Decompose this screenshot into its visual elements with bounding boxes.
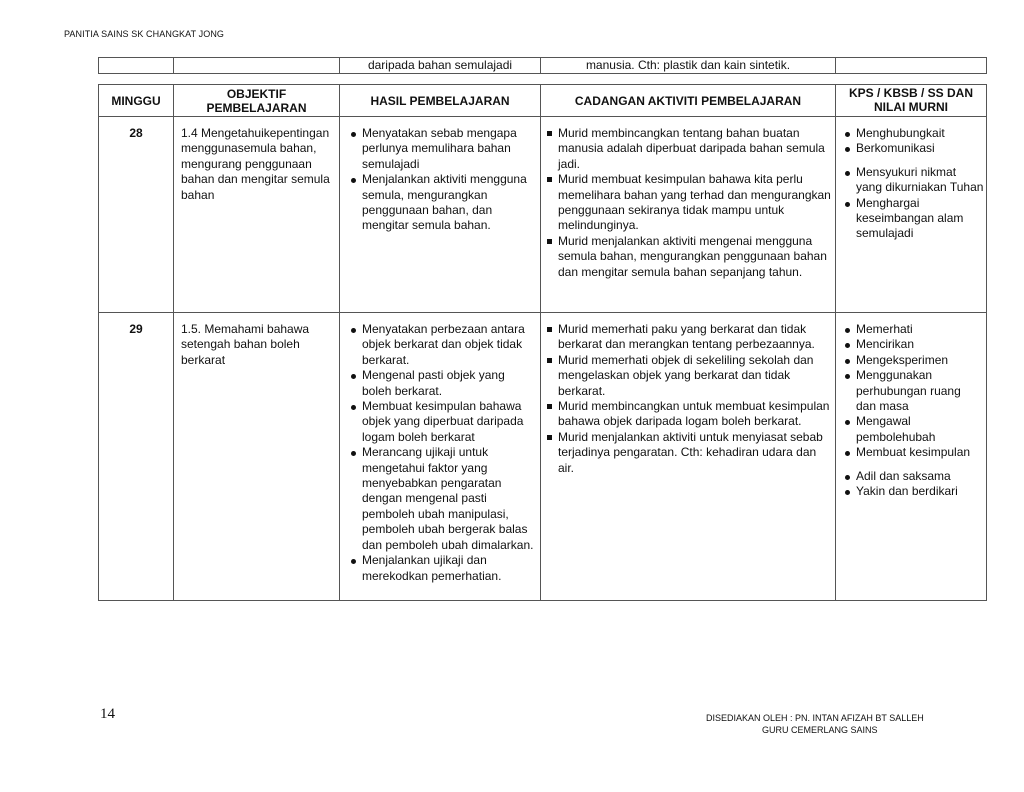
list-item: Murid membincangkan tentang bahan buatan manusia adalah diperbuat daripada bahan semula jadi.	[544, 126, 831, 172]
list-item: Adil dan saksama	[842, 469, 984, 484]
list-item: Menjalankan aktiviti mengguna semula, mengurangkan penggunaan bahan, dan mengitar semula bahan.	[348, 172, 536, 234]
list-item: Menghargai keseimbangan alam semulajadi	[842, 196, 984, 242]
suggested-activities	[541, 117, 836, 313]
learning-objective: 1.5. Memahami bahawa setengah bahan boleh berkarat	[174, 313, 340, 601]
table-row	[99, 313, 987, 601]
list-item: Menggunakan perhubungan ruang dan masa	[842, 368, 984, 414]
continuation-objektif-cell	[174, 58, 340, 74]
suggested-activities	[541, 313, 836, 601]
list-item: Mengeksperimen	[842, 353, 984, 368]
list-item: Membuat kesimpulan	[842, 445, 984, 460]
week-number: 29	[99, 313, 174, 601]
prepared-by: DISEDIAKAN OLEH : PN. INTAN AFIZAH BT SALLEH	[706, 713, 924, 723]
learning-outcomes	[340, 117, 541, 313]
list-item: Murid memerhati paku yang berkarat dan tidak berkarat dan merangkan tentang perbezaannya.	[544, 322, 831, 353]
list-item: Murid membincangkan untuk membuat kesimpulan bahawa objek daripada logam boleh berkarat.	[544, 399, 831, 430]
continuation-row	[99, 58, 987, 74]
table-header-row	[99, 85, 987, 117]
column-header-objektif: OBJEKTIF PEMBELAJARAN	[174, 85, 340, 117]
continuation-table	[98, 57, 987, 74]
list-item: Menghubungkait	[842, 126, 984, 141]
footer	[680, 712, 960, 736]
list-item: Mensyukuri nikmat yang dikurniakan Tuhan	[842, 165, 984, 196]
page-number: 14	[100, 706, 115, 722]
list-item: Murid menjalankan aktiviti mengenai mengguna semula bahan, mengurangkan penggunaan bahan dan mengitar semula bahan sepanjang tahun.	[544, 234, 831, 280]
column-header-hasil: HASIL PEMBELAJARAN	[340, 85, 541, 117]
lesson-plan-table	[98, 84, 987, 601]
continuation-aktiviti-cell: manusia. Cth: plastik dan kain sintetik.	[541, 58, 836, 74]
table-row	[99, 117, 987, 313]
author-title: GURU CEMERLANG SAINS	[762, 725, 878, 735]
list-item: Mencirikan	[842, 337, 984, 352]
continuation-kps-cell	[836, 58, 987, 74]
list-item: Menyatakan sebab mengapa perlunya memulihara bahan semulajadi	[348, 126, 536, 172]
list-item: Membuat kesimpulan bahawa objek yang diperbuat daripada logam boleh berkarat	[348, 399, 536, 445]
skills-values	[836, 313, 987, 601]
list-item: Yakin dan berdikari	[842, 484, 984, 499]
list-item: Menjalankan ujikaji dan merekodkan pemerhatian.	[348, 553, 536, 584]
document-header: PANITIA SAINS SK CHANGKAT JONG	[64, 29, 225, 39]
list-item: Mengawal pembolehubah	[842, 414, 984, 445]
learning-objective: 1.4 Mengetahuikepentingan menggunasemula bahan, mengurang penggunaan bahan dan mengitar semula bahan	[174, 117, 340, 313]
week-number: 28	[99, 117, 174, 313]
list-item: Merancang ujikaji untuk mengetahui faktor yang menyebabkan pengaratan dengan mengenal pasti pemboleh ubah manipulasi, pemboleh ubah bergerak balas dan pemboleh ubah dimalarkan.	[348, 445, 536, 553]
learning-outcomes	[340, 313, 541, 601]
column-header-kps: KPS / KBSB / SS DAN NILAI MURNI	[836, 85, 987, 117]
list-item: Berkomunikasi	[842, 141, 984, 156]
continuation-minggu-cell	[99, 58, 174, 74]
column-header-minggu: MINGGU	[99, 85, 174, 117]
skills-values	[836, 117, 987, 313]
list-item: Menyatakan perbezaan antara objek berkarat dan objek tidak berkarat.	[348, 322, 536, 368]
list-item: Murid membuat kesimpulan bahawa kita perlu memelihara bahan yang terhad dan mengurangkan penggunaan sekiranya tidak mampu untuk melindunginya.	[544, 172, 831, 234]
list-item: Murid menjalankan aktiviti untuk menyiasat sebab terjadinya pengaratan. Cth: kehadiran udara dan air.	[544, 430, 831, 476]
list-item: Memerhati	[842, 322, 984, 337]
list-item: Murid memerhati objek di sekeliling sekolah dan mengelaskan objek yang berkarat dan tidak berkarat.	[544, 353, 831, 399]
list-item: Mengenal pasti objek yang boleh berkarat.	[348, 368, 536, 399]
column-header-aktiviti: CADANGAN AKTIVITI PEMBELAJARAN	[541, 85, 836, 117]
continuation-hasil-cell: daripada bahan semulajadi	[340, 58, 541, 74]
